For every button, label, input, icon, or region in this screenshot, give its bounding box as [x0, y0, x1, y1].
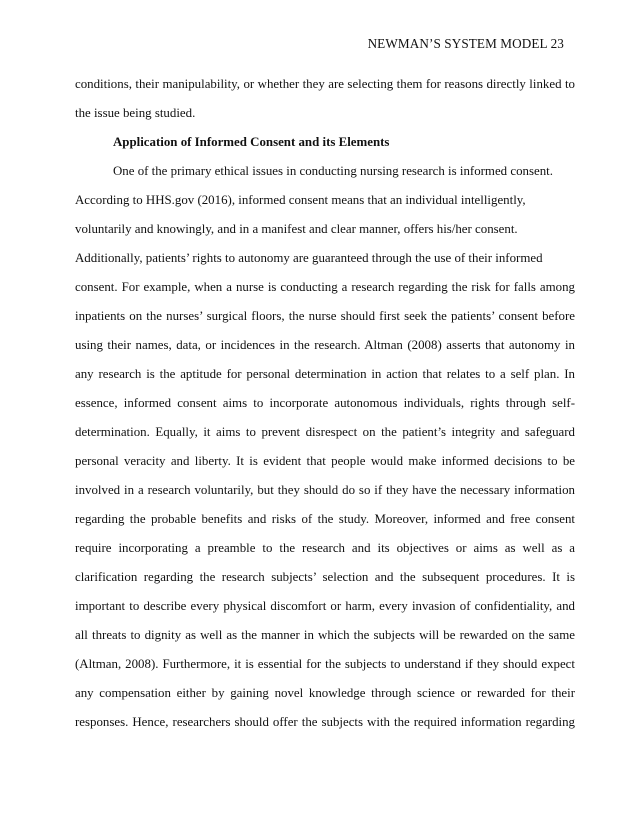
section-heading: Application of Informed Consent and its Elements — [113, 135, 390, 149]
text-line: (Altman, 2008). Furthermore, it is essential for the subjects to understand if they should expect — [75, 657, 575, 671]
text-line: any compensation either by gaining novel knowledge through science or rewarded for their — [75, 686, 575, 700]
text-line: using their names, data, or incidences in the research. Altman (2008) asserts that autonomy in — [75, 338, 575, 352]
text-line: Additionally, patients’ rights to autonomy are guaranteed through the use of their informed — [75, 251, 543, 265]
text-line: According to HHS.gov (2016), informed consent means that an individual intelligently, — [75, 193, 526, 207]
text-line: determination. Equally, it aims to prevent disrespect on the patient’s integrity and safeguard — [75, 425, 575, 439]
document-body — [75, 70, 575, 737]
text-line: essence, informed consent aims to incorporate autonomous individuals, rights through self- — [75, 396, 575, 410]
text-line: personal veracity and liberty. It is evident that people would make informed decisions to be — [75, 454, 575, 468]
text-line: regarding the probable benefits and risks of the study. Moreover, informed and free consent — [75, 512, 575, 526]
text-line: the issue being studied. — [75, 106, 196, 120]
text-line: responses. Hence, researchers should offer the subjects with the required information regarding — [75, 715, 575, 729]
text-line: involved in a research voluntarily, but they should do so if they have the necessary information — [75, 483, 575, 497]
text-line: all threats to dignity as well as the manner in which the subjects will be rewarded on the same — [75, 628, 575, 642]
text-line: voluntarily and knowingly, and in a manifest and clear manner, offers his/her consent. — [75, 222, 518, 236]
text-line: consent. For example, when a nurse is conducting a research regarding the risk for falls among — [75, 280, 575, 294]
running-head: NEWMAN’S SYSTEM MODEL 23 — [367, 36, 564, 51]
text-line: require incorporating a preamble to the research and its objectives or aims as well as a — [75, 541, 575, 555]
text-line: clarification regarding the research subjects’ selection and the subsequent procedures. It is — [75, 570, 575, 584]
text-line: inpatients on the nurses’ surgical floors, the nurse should first seek the patients’ consent before — [75, 309, 575, 323]
text-line: conditions, their manipulability, or whether they are selecting them for reasons directly linked to — [75, 77, 575, 91]
paragraph-first-line: One of the primary ethical issues in conducting nursing research is informed consent. — [113, 164, 553, 178]
text-line: important to describe every physical discomfort or harm, every invasion of confidentiality, and — [75, 599, 575, 613]
text-line: any research is the aptitude for personal determination in action that relates to a self plan. In — [75, 367, 575, 381]
